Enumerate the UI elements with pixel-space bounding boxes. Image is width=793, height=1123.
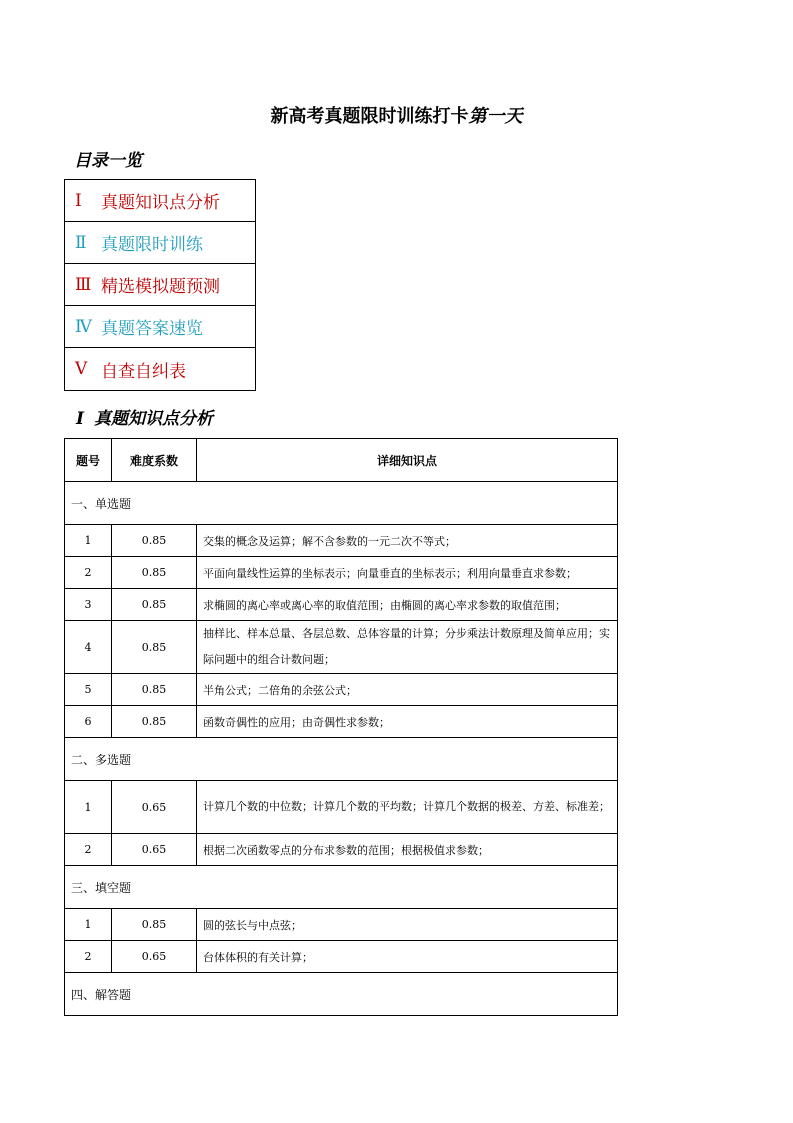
toc-item-5[interactable] <box>65 348 255 390</box>
difficulty: 0.65 <box>112 781 197 834</box>
table-row <box>65 706 618 738</box>
toc-item-label: 精选模拟题预测 <box>101 277 220 297</box>
toc-item-label: 自查自纠表 <box>101 361 186 382</box>
title-emphasis: 第一天 <box>468 106 523 127</box>
difficulty: 0.85 <box>112 674 197 706</box>
question-no: 1 <box>65 781 112 834</box>
table-row <box>65 557 618 589</box>
difficulty: 0.85 <box>112 589 197 621</box>
detail: 函数奇偶性的应用；由奇偶性求参数； <box>197 706 618 738</box>
toc-item-number: Ⅱ <box>75 232 87 253</box>
question-no: 6 <box>65 706 112 738</box>
detail: 半角公式；二倍角的余弦公式； <box>197 674 618 706</box>
table-row <box>65 781 618 834</box>
group-label: 二、多选题 <box>65 738 618 781</box>
section-heading <box>76 404 213 429</box>
detail: 求椭圆的离心率或离心率的取值范围；由椭圆的离心率求参数的取值范围； <box>197 589 618 621</box>
toc-item-3[interactable] <box>65 264 255 306</box>
header-detail: 详细知识点 <box>197 439 618 482</box>
table-of-contents <box>64 179 256 391</box>
table-header-row <box>65 439 618 482</box>
toc-item-number: Ⅲ <box>75 274 92 295</box>
table-row <box>65 909 618 941</box>
group-row <box>65 482 618 525</box>
difficulty: 0.65 <box>112 941 197 973</box>
toc-heading: 目录一览 <box>74 151 142 171</box>
question-no: 1 <box>65 909 112 941</box>
detail: 抽样比、样本总量、各层总数、总体容量的计算；分步乘法计数原理及简单应用；实际问题中的组合计数问题； <box>197 621 618 674</box>
question-no: 2 <box>65 941 112 973</box>
detail: 交集的概念及运算；解不含参数的一元二次不等式； <box>197 525 618 557</box>
title-main: 新高考真题限时训练打卡 <box>270 106 469 127</box>
group-label: 四、解答题 <box>65 973 618 1016</box>
question-no: 2 <box>65 557 112 589</box>
section-title: 真题知识点分析 <box>93 409 213 429</box>
question-no: 4 <box>65 621 112 674</box>
detail: 根据二次函数零点的分布求参数的范围；根据极值求参数； <box>197 834 618 866</box>
table-row <box>65 674 618 706</box>
toc-item-label: 真题知识点分析 <box>101 193 220 213</box>
group-row <box>65 866 618 909</box>
table-row <box>65 621 618 674</box>
question-no: 3 <box>65 589 112 621</box>
group-row <box>65 738 618 781</box>
group-label: 三、填空题 <box>65 866 618 909</box>
table-row <box>65 525 618 557</box>
detail: 计算几个数的中位数；计算几个数的平均数；计算几个数据的极差、方差、标准差； <box>197 781 618 834</box>
toc-item-number: Ⅳ <box>75 316 92 337</box>
table-row <box>65 589 618 621</box>
section-number: Ⅰ <box>76 409 84 429</box>
difficulty: 0.65 <box>112 834 197 866</box>
knowledge-point-table <box>64 438 618 1016</box>
question-no: 2 <box>65 834 112 866</box>
toc-item-number: Ⅴ <box>75 359 88 379</box>
toc-item-number: Ⅰ <box>75 190 82 211</box>
toc-item-1[interactable] <box>65 180 255 222</box>
toc-item-label: 真题答案速览 <box>101 319 203 339</box>
header-difficulty: 难度系数 <box>112 439 197 482</box>
header-question-no: 题号 <box>65 439 112 482</box>
detail: 台体体积的有关计算； <box>197 941 618 973</box>
toc-item-label: 真题限时训练 <box>101 235 203 255</box>
detail: 平面向量线性运算的坐标表示；向量垂直的坐标表示；利用向量垂直求参数； <box>197 557 618 589</box>
detail: 圆的弦长与中点弦； <box>197 909 618 941</box>
document-title <box>0 102 793 128</box>
difficulty: 0.85 <box>112 621 197 674</box>
difficulty: 0.85 <box>112 706 197 738</box>
toc-item-4[interactable] <box>65 306 255 348</box>
toc-item-2[interactable] <box>65 222 255 264</box>
difficulty: 0.85 <box>112 557 197 589</box>
difficulty: 0.85 <box>112 909 197 941</box>
group-row <box>65 973 618 1016</box>
table-row <box>65 941 618 973</box>
table-row <box>65 834 618 866</box>
difficulty: 0.85 <box>112 525 197 557</box>
question-no: 5 <box>65 674 112 706</box>
question-no: 1 <box>65 525 112 557</box>
group-label: 一、单选题 <box>65 482 618 525</box>
